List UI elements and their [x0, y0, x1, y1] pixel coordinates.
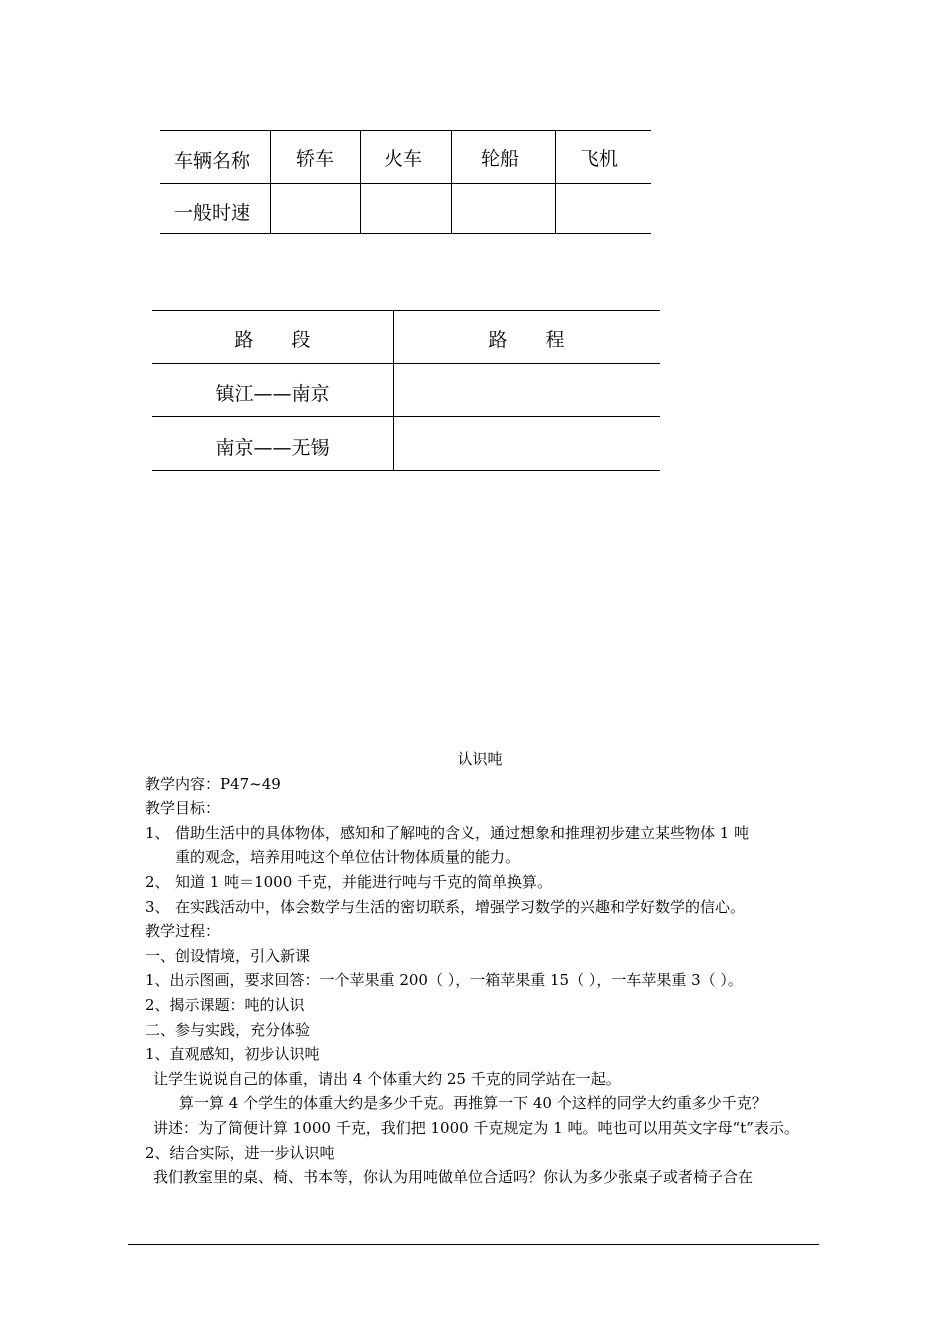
goals-heading: 教学目标： — [145, 799, 221, 818]
process-heading: 教学过程： — [145, 922, 221, 941]
footer-rule — [128, 1244, 819, 1245]
paragraph: 讲述：为了简便计算 1000 千克，我们把 1000 千克规定为 1 吨。吨也可以用英文字母“t”表示。 — [153, 1118, 799, 1137]
header-vehicle-name: 车辆名称 — [174, 150, 251, 172]
row-label-speed: 一般时速 — [174, 202, 251, 224]
goal-item — [145, 895, 815, 920]
header-train: 火车 — [384, 148, 423, 170]
header-ship: 轮船 — [481, 148, 520, 170]
table-rule — [152, 416, 660, 417]
header-segment: 路 段 — [234, 329, 311, 351]
goal-text: 知道 1 吨＝1000 千克，并能进行吨与千克的简单换算。 — [175, 872, 553, 891]
table-rule — [160, 233, 651, 234]
step-line: 1、直观感知，初步认识吨 — [145, 1045, 320, 1064]
section-heading: 二、参与实践，充分体验 — [145, 1020, 311, 1039]
table-divider — [555, 130, 556, 234]
table-divider — [360, 130, 361, 234]
step-line: 2、结合实际，进一步认识吨 — [145, 1143, 335, 1162]
goal-item — [145, 821, 815, 846]
lesson-title: 认识吨 — [457, 750, 503, 768]
vehicle-speed-table — [160, 130, 651, 234]
table-divider — [451, 130, 452, 234]
goal-item — [145, 870, 815, 895]
goal-number: 3、 — [145, 897, 170, 916]
table-rule — [152, 363, 660, 364]
step-line: 2、揭示课题：吨的认识 — [145, 995, 305, 1014]
goal-number: 1、 — [145, 823, 170, 842]
header-plane: 飞机 — [580, 148, 619, 170]
table-rule — [152, 310, 660, 311]
section-heading: 一、创设情境，引入新课 — [145, 946, 311, 965]
step-line: 1、出示图画，要求回答：一个苹果重 200（ ），一箱苹果重 15（ ），一车苹果重 3（ ）。 — [145, 971, 743, 990]
table-rule — [152, 470, 660, 471]
route-distance-table — [152, 310, 660, 471]
goal-text: 在实践活动中，体会数学与生活的密切联系，增强学习数学的兴趣和学好数学的信心。 — [175, 897, 746, 916]
row-nanjing-wuxi: 南京——无锡 — [215, 437, 330, 459]
paragraph: 我们教室里的桌、椅、书本等，你认为用吨做单位合适吗？你认为多少张桌子或者椅子合在 — [153, 1168, 754, 1187]
lesson-plan — [145, 747, 815, 1190]
goal-continuation: 重的观念，培养用吨这个单位估计物体质量的能力。 — [175, 848, 521, 867]
paragraph: 让学生说说自己的体重，请出 4 个体重大约 25 千克的同学站在一起。 — [153, 1069, 621, 1088]
row-zhenjiang-nanjing: 镇江——南京 — [215, 383, 330, 405]
table-rule — [160, 183, 651, 184]
header-car: 轿车 — [296, 148, 335, 170]
goal-number: 2、 — [145, 872, 170, 891]
teaching-content: 教学内容：P47~49 — [145, 774, 281, 793]
goal-text: 借助生活中的具体物体，感知和了解吨的含义，通过想象和推理初步建立某些物体 1 吨 — [175, 823, 750, 842]
table-rule — [160, 130, 651, 131]
paragraph: 算一算 4 个学生的体重大约是多少千克。再推算一下 40 个这样的同学大约重多少千克？ — [179, 1094, 767, 1113]
header-distance: 路 程 — [488, 329, 565, 351]
table-divider — [270, 130, 271, 234]
